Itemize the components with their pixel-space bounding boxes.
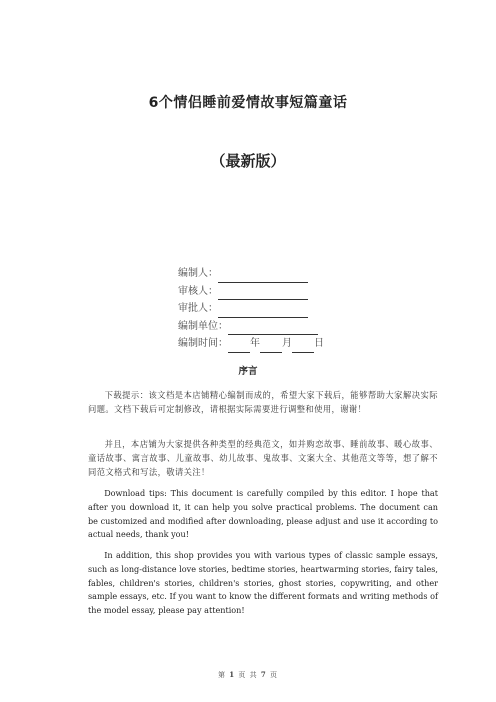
preface-paragraph-2: 并且，本店铺为大家提供各种类型的经典范文，如并购恋故事、睡前故事、暖心故事、童话故事、寓言故事、儿童故事、幼儿故事、鬼故事、文案大全、其他范文等等，想了解不同范文格式和写法，敬请关注！ bbox=[88, 439, 438, 477]
footer-middle: 页 共 bbox=[238, 671, 258, 679]
page-footer bbox=[0, 670, 496, 680]
document-info-fields bbox=[178, 265, 324, 353]
month-label: 月 bbox=[282, 338, 292, 349]
reviewer-label: 审核人： bbox=[178, 285, 218, 297]
author-label: 编制人： bbox=[178, 268, 218, 279]
year-blank bbox=[228, 340, 250, 353]
approver-label: 审批人： bbox=[178, 303, 218, 314]
footer-prefix: 第 bbox=[218, 671, 227, 679]
year-label: 年 bbox=[250, 338, 260, 349]
current-page-number: 1 bbox=[229, 670, 236, 679]
day-blank bbox=[292, 340, 314, 353]
preface-paragraph-3: Download tips: This document is carefully compiled by this editor. I hope that after you download it, it can help you solve practical problems. The document can be customized and modified after downloading, please adjust and use it according to actual needs, thank you! bbox=[88, 488, 438, 540]
author-blank bbox=[218, 270, 308, 283]
date-label: 编制时间： bbox=[178, 338, 228, 349]
date-field bbox=[178, 335, 324, 353]
approver-field bbox=[178, 300, 324, 318]
reviewer-field bbox=[178, 283, 324, 301]
author-field bbox=[178, 265, 324, 283]
preface-paragraph-1: 下载提示：该文档是本店铺精心编制而成的，希望大家下载后，能够帮助大家解决实际问题。文档下载后可定制修改，请根据实际需要进行调整和使用，谢谢！ bbox=[88, 390, 438, 414]
unit-field bbox=[178, 318, 324, 336]
document-subtitle: （最新版） bbox=[210, 152, 286, 170]
preface-paragraph-4: In addition, this shop provides you with various types of classic sample essays, such as long-distance love stories, bedtime stories, heartwarming stories, fairy tales, fables, children's stories, children's stories, ghost stories, copywriting, and other sample essays, etc. If you want to know the different formats and writing methods of the model essay, please pay attention! bbox=[88, 550, 438, 616]
document-title: 6个情侣睡前爱情故事短篇童话 bbox=[148, 95, 348, 111]
approver-blank bbox=[218, 305, 308, 318]
unit-label: 编制单位： bbox=[178, 320, 228, 332]
month-blank bbox=[260, 340, 282, 353]
footer-suffix: 页 bbox=[269, 671, 278, 679]
unit-blank bbox=[228, 322, 318, 335]
reviewer-blank bbox=[218, 287, 308, 300]
preface-title: 序言 bbox=[238, 366, 258, 377]
total-pages-number: 7 bbox=[260, 670, 267, 679]
day-label: 日 bbox=[314, 338, 324, 349]
